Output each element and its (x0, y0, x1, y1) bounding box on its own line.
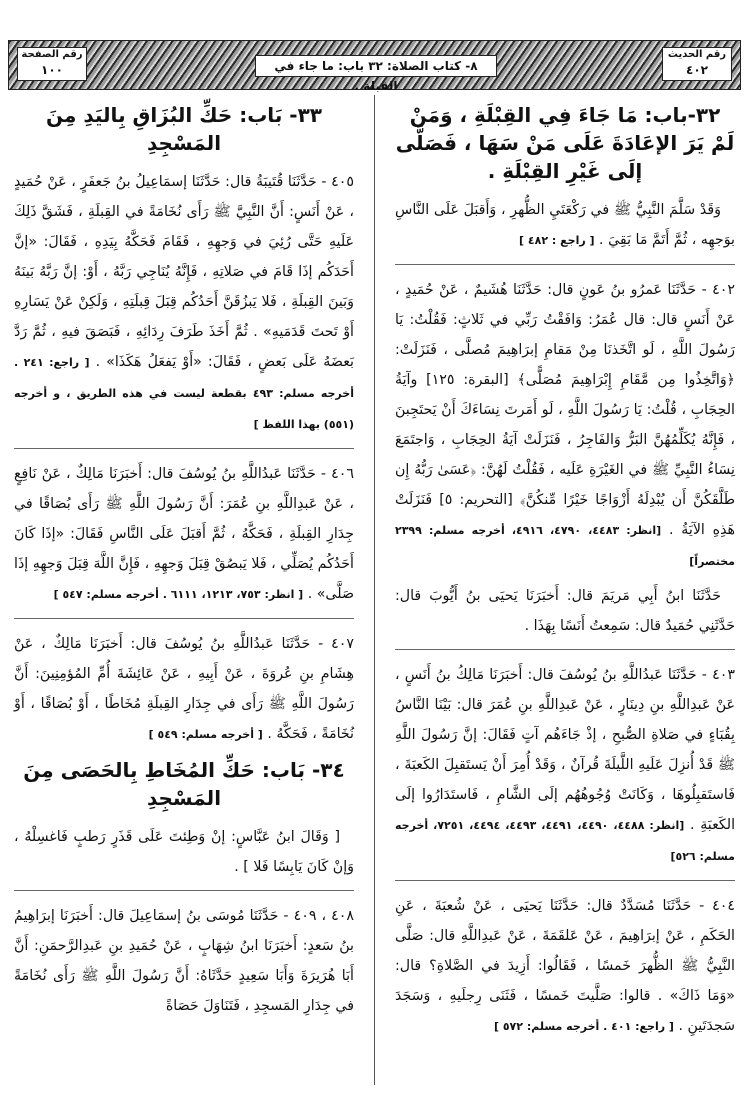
separator (395, 880, 735, 881)
chapter-33-title: ٣٣- بَاب: حَكِّ البُزَاقِ بِاليَدِ مِنَ المَسْجِدِ (45, 103, 323, 155)
page-header (8, 40, 741, 93)
hadith-403-text: ٤٠٣ - حَدَّثَنَا عَبدُاللَّهِ بنُ يُوسُفَ قال: أَخبَرَنَا مَالِكُ بنُ أَنَسٍ ، عَنْ عَبدِاللَّهِ بنِ دِينَارٍ ، عَنْ عَبدِاللَّهِ بنِ عُمَرَ قال: بَيْنَا النَّاسُ بِقُبَاءٍ في صَلاةِ الصُّبحِ ، إذْ جَاءَهُم آتٍ فَقَالَ: إنَّ رَسُولَ اللَّهِ ﷺ قَدْ أُنزِلَ عَلَيهِ اللَّيلَةَ قُرآنٌ ، وَقَدْ أُمِرَ أَنْ يَستَقبِلَ الكَعبَةَ ، فَاستَقبِلُوهَا ، وَكَانَتْ وُجُوهُهُم إلَى الشَّامِ ، فَاستَدَارُوا إلَى الكَعبَةِ . (395, 667, 736, 833)
chapter-32-title: ٣٢-باب: مَا جَاءَ فِي القِبْلَةِ ، وَمَنْ لَمْ يَرَ الإعَادَةَ عَلَى مَنْ سَهَا ، فَصَلَّى إلَى غَيْرِ القِبْلَةِ . (395, 103, 735, 183)
running-title: ٨- كتاب الصلاة: ٣٢ باب: ما جاء في القبلة . (255, 55, 497, 77)
left-column (14, 95, 354, 1085)
intro-text: وَقَدْ سَلَّمَ النَّبِيُّ ﷺ في رَكْعَتَيِ الظُّهرِ ، وَأَقبَلَ عَلَى النَّاسِ بوَجهِه ، ثُمَّ أَتَمَّ مَا بَقِيَ . (395, 202, 735, 248)
hadith-402-chain: حَدَّثَنَا ابنُ أَبِي مَريَمَ قال: أَخبَرَنَا يَحيَى بنُ أَيُّوبَ قال: حَدَّثَنِي حُمَيدٌ قال: سَمِعتُ أَنَسًا بِهَذَا . (395, 588, 735, 634)
hadith-402-ref: [انظر: ٤٤٨٣، ٤٧٩٠، ٤٩١٦، أخرجه مسلم: ٢٣٩٩ مختصراً] (395, 524, 735, 568)
separator (14, 618, 354, 619)
chapter-32-intro (395, 195, 735, 256)
page-number-label: رقم الصفحة (21, 49, 83, 60)
hadith-404 (395, 891, 735, 1042)
hadith-406 (14, 459, 354, 610)
hadith-404-ref: [ راجع: ٤٠١ . أخرجه مسلم: ٥٧٢ ] (493, 1020, 674, 1033)
hadith-402-text: ٤٠٢ - حَدَّثَنَا عَمرُو بنُ عَونٍ قال: حَدَّثَنَا هُشَيمٌ ، عَنْ حُمَيدٍ ، عَنْ أَنَسٍ قال: قال عُمَرُ: وَافَقْتُ رَبِّي في ثَلاثٍ: فَقُلْتُ: يَا رَسُولَ اللَّهِ ، لَو اتَّخَذنَا مِنْ مَقامِ إبرَاهِيمَ مُصلَّى ، فَنَزَلَتْ: ﴿وَاتَّخِذُوا مِن مَّقَامِ إِبْرَاهِيمَ مُصَلًّى﴾ [البقرة: ١٢٥] وآيَةُ الحِجَابِ ، قُلْتُ: يَا رَسُولَ اللَّهِ ، لَو أَمَرتَ نِسَاءَكَ أَنْ يَحتَجِبنَ ، فَإِنَّهُ يُكَلِّمُهُنَّ البَرُّ وَالفَاجِرُ ، فَنَزَلَتْ آيَةُ الحِجَابِ ، وَاجتَمَعَ نِسَاءُ النَّبِيِّ ﷺ في الغَيْرَةِ عَلَيه ، فَقُلْتُ لَهُنَّ: ﴿عَسَىٰ رَبُّهُ إِن طَلَّقَكُنَّ أَن يُبْدِلَهُ أَزْوَاجًا خَيْرًا مِّنكُنَّ﴾ [التحريم: ٥] فَنَزَلَتْ هَذِهِ الآيَةُ . (395, 282, 736, 538)
hadith-403 (395, 660, 735, 872)
hadith-408-409: ٤٠٨ ، ٤٠٩ - حَدَّثَنَا مُوسَى بنُ إسمَاعِيلَ قال: أَخبَرَنَا إبرَاهِيمُ بنُ سَعدٍ: أَخبَرَنَا ابنُ شِهَابٍ ، عَنْ حُمَيدِ بنِ عَبدِالرَّحمَنِ: أَنَّ أَبَا هُرَيرَةَ وَأَبَا سَعِيدٍ حَدَّثَاهُ: أَنَّ رَسُولَ اللَّهِ ﷺ رَأَى نُخَامَةً في جِدَارِ المَسجِدِ ، فَتَنَاوَلَ حَصَاةً (14, 908, 354, 1014)
hadith-number-label: رقم الحديث (667, 49, 727, 60)
separator (395, 264, 735, 265)
hadith-406-ref: [ انظر: ٧٥٣، ١٢١٣، ٦١١١ . أخرجه مسلم: ٥٤٧ ] (53, 588, 304, 601)
hadith-406-text: ٤٠٦ - حَدَّثَنَا عَبدُاللَّهِ بنُ يُوسُفَ قال: أَخبَرَنَا مَالِكٌ ، عَنْ نَافِعٍ ، عَنْ عَبدِاللَّهِ بنِ عُمَرَ: أَنَّ رَسُولَ اللَّهِ ﷺ رَأَى بُصَاقًا في جِدَارِ القِبلَةِ ، فَحَكَّهُ ، ثُمَّ أَقبَلَ عَلَى النَّاسِ فَقَالَ: «إذَا كَانَ أَحَدُكُم يُصَلِّي ، فَلا يَبصُقْ قِبَلَ وَجهِهِ ، فَإِنَّ اللَّهَ قِبَلَ وَجهِهِ إذَا صَلَّى» . (14, 466, 354, 602)
hadith-407-ref: [ أخرجه مسلم: ٥٤٩ ] (148, 728, 263, 741)
hadith-407 (14, 629, 354, 750)
separator (14, 448, 354, 449)
page-number-box (17, 47, 87, 81)
hadith-number-box (662, 47, 732, 81)
hadith-407-text: ٤٠٧ - حَدَّثَنَا عَبدُاللَّهِ بنُ يُوسُفَ قال: أَخبَرَنَا مَالِكٌ ، عَنْ هِشَامِ بنِ عُروَةَ ، عَنْ أَبِيهِ ، عَنْ عَائِشَةَ أُمِّ المُؤمِنِينَ: أَنَّ رَسُولَ اللَّهِ ﷺ رَأَى في جِدَارِ القِبلَةِ مُخَاطًا ، أَوْ بُصَاقًا ، أَوْ نُخَامَةً ، فَحَكَّهُ . (14, 636, 354, 742)
hadith-405-text: ٤٠٥ - حَدَّثَنَا قُتَيبَةُ قال: حَدَّثَنَا إسمَاعِيلُ بنُ جَعفَرٍ ، عَنْ حُمَيدٍ ، عَنْ أَنَسٍ: أَنَّ النَّبِيَّ ﷺ رَأَى نُخَامَةً في القِبلَةِ ، فَشَقَّ ذَلِكَ عَلَيهِ حَتَّى رُئِيَ في وَجهِهِ ، فَقَامَ فَحَكَّهُ بِيَدِهِ ، فَقَالَ: «إنَّ أَحَدَكُم إذَا قَامَ في صَلاتِهِ ، فَإِنَّهُ يُنَاجِي رَبَّهُ ، أَوْ: إنَّ رَبَّهُ بَينَهُ وَبَينَ القِبلَةِ ، فَلا يَبزُقَنَّ أَحَدُكُم قِبَلَ قِبلَتِهِ ، وَلَكِنْ عَنْ يَسَارِهِ أَوْ تَحتَ قَدَمَيهِ» . ثُمَّ أَخَذَ طَرَفَ رِدَائِهِ ، فَبَصَقَ فيهِ ، ثُمَّ رَدَّ بَعضَهُ عَلَى بَعضٍ ، فَقَالَ: «أَوْ يَفعَلُ هَكَذَا» . (14, 174, 354, 370)
hadith-number: ٤٠٢ (686, 63, 708, 77)
intro-ref: [ راجع : ٤٨٢ ] (519, 234, 595, 247)
hadith-404-text: ٤٠٤ - حَدَّثَنَا مُسَدَّدٌ قال: حَدَّثَنَا يَحيَى ، عَنْ شُعبَةَ ، عَنِ الحَكَمِ ، عَنْ إبرَاهِيمَ ، عَنْ عَلقَمَةَ ، عَنْ عَبدِاللَّهِ قال: صَلَّى النَّبِيُّ ﷺ الظُّهرَ خَمسًا ، فَقَالُوا: أَزِيدَ في الصَّلاةِ؟ قال: «وَمَا ذَاكَ» . قالوا: صَلَّيتَ خَمسًا ، فَثَنَى رِجلَيهِ ، وَسَجَدَ سَجدَتَينِ . (395, 898, 735, 1034)
separator (14, 890, 354, 891)
hadith-403-ref: [انظر: ٤٤٨٨، ٤٤٩٠، ٤٤٩١، ٤٤٩٣، ٤٤٩٤، ٧٢٥١، أخرجه مسلم: ٥٢٦] (395, 819, 735, 863)
hadith-405-ref: [ راجع: ٢٤١ . أخرجه مسلم: ٤٩٣ بقطعة ليست في هذه الطريق ، و أخرجه (٥٥١) بهذا اللفظ ] (14, 356, 354, 431)
right-column (395, 95, 735, 1085)
hadith-402 (395, 275, 735, 577)
separator (395, 649, 735, 650)
hadith-405 (14, 167, 354, 440)
page-number: ١٠٠ (41, 63, 63, 77)
ibn-abbas-note: [ وَقَالَ ابنُ عَبَّاسٍ: إنْ وَطِئتَ عَلَى قَذَرٍ رَطبٍ فَاغسِلْهُ ، وَإنْ كَانَ يَابِسًا فَلا ] . (14, 829, 354, 875)
chapter-34-title: ٣٤- بَاب: حَكِّ المُخَاطِ بِالحَصَى مِنَ المَسْجِدِ (23, 758, 345, 810)
column-divider (374, 95, 375, 1085)
